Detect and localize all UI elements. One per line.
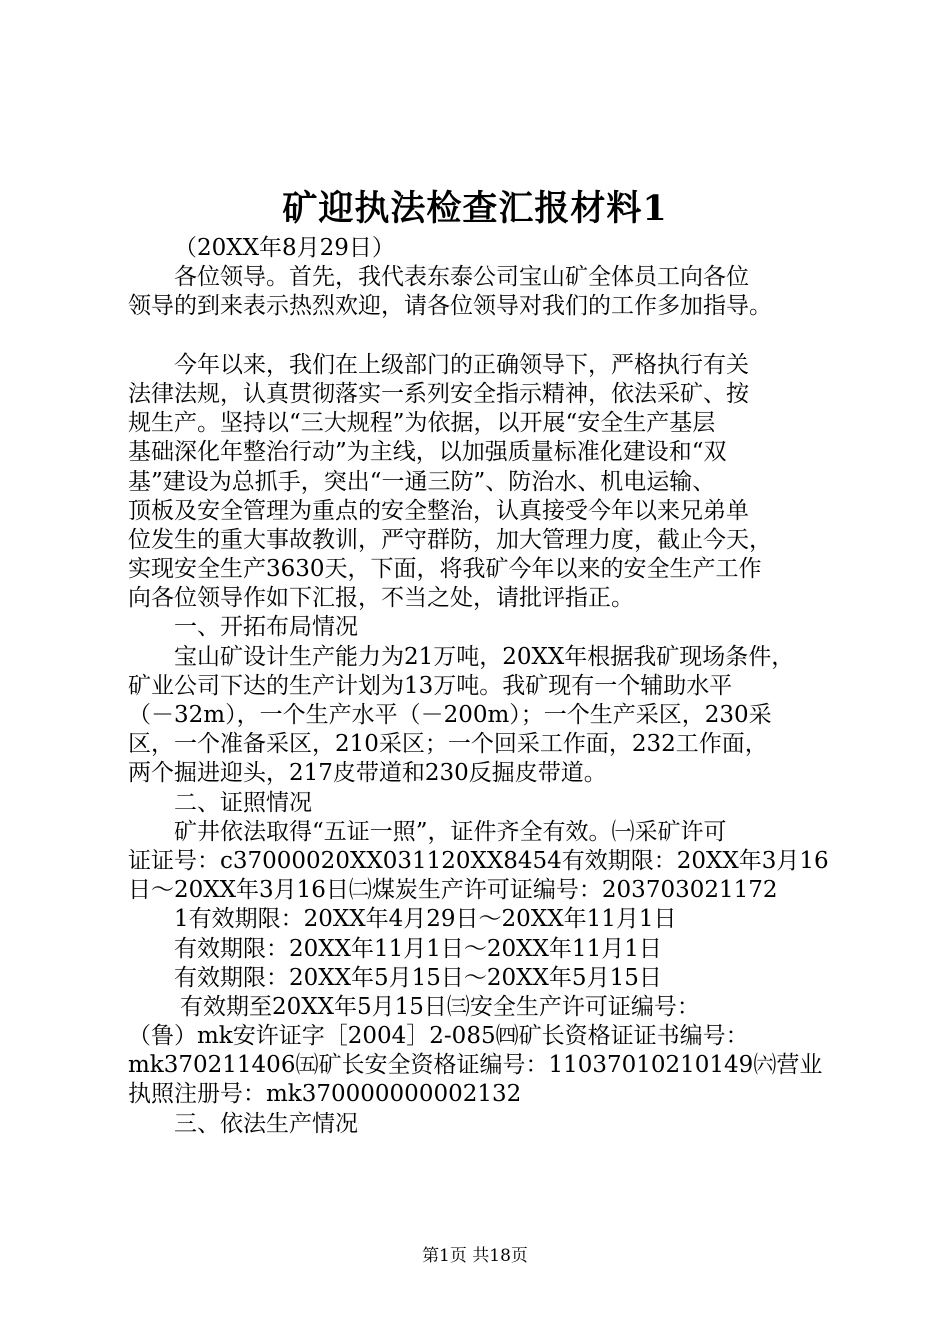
paragraph-line: 有效期至20XX年5月15日㈢安全生产许可证编号： [180, 993, 700, 1020]
paragraph-line: 顶板及安全管理为重点的安全整治，认真接受今年以来兄弟单 [128, 497, 749, 524]
date-line: （20XX年8月29日） [174, 235, 395, 261]
section-heading: 一、开拓布局情况 [174, 614, 358, 641]
paragraph-line: 位发生的重大事故教训，严守群防，加大管理力度，截止今天， [128, 526, 772, 553]
paragraph-line: 宝山矿设计生产能力为21万吨，20XX年根据我矿现场条件， [174, 643, 795, 670]
document-body [128, 234, 838, 1139]
paragraph-line: 规生产。坚持以“三大规程”为依据，以开展“安全生产基层 [128, 410, 716, 437]
page-footer: 第1页 共18页 [422, 1246, 528, 1266]
paragraph-line: 矿业公司下达的生产计划为13万吨。我矿现有一个辅助水平 [128, 672, 733, 699]
paragraph-line: 两个掘进迎头，217皮带道和230反掘皮带道。 [128, 760, 607, 787]
paragraph-line: 基”建设为总抓手，突出“一通三防”、防治水、机电运输、 [128, 468, 716, 495]
paragraph-line: 执照注册号：mk370000000002132 [128, 1081, 522, 1108]
paragraph-line: 法律法规，认真贯彻落实一系列安全指示精神，依法采矿、按 [128, 380, 749, 407]
paragraph-line: 日～20XX年3月16日㈡煤炭生产许可证编号：203703021172 [128, 877, 778, 904]
section-heading: 三、依法生产情况 [174, 1110, 358, 1137]
paragraph-line: （鲁）mk安许证字［2004］2-085㈣矿长资格证证书编号： [128, 1023, 749, 1050]
paragraph-line: 领导的到来表示热烈欢迎，请各位领导对我们的工作多加指导。 [128, 293, 772, 320]
paragraph-line: 有效期限：20XX年5月15日～20XX年5月15日 [174, 964, 662, 991]
paragraph-line: 实现安全生产3630天，下面，将我矿今年以来的安全生产工作 [128, 556, 762, 583]
paragraph-line: （－32m），一个生产水平（－200m）；一个生产采区，230采 [128, 702, 772, 728]
paragraph-line: 有效期限：20XX年11月1日～20XX年11月1日 [174, 935, 662, 962]
paragraph-line: 1有效期限：20XX年4月29日～20XX年11月1日 [174, 906, 677, 933]
blank-line [128, 322, 838, 351]
paragraph-line: 今年以来，我们在上级部门的正确领导下，严格执行有关 [174, 351, 749, 378]
document-title: 矿迎执法检查汇报材料1 [282, 188, 668, 229]
paragraph-line: 证证号：c37000020XX031120XX8454有效期限：20XX年3月16 [128, 847, 829, 874]
section-heading: 二、证照情况 [174, 789, 312, 816]
paragraph-line: 向各位领导作如下汇报，不当之处，请批评指正。 [128, 585, 634, 612]
paragraph-line: mk370211406㈤矿长安全资格证编号：11037010210149㈥营业 [128, 1052, 823, 1079]
paragraph-line: 基础深化年整治行动”为主线，以加强质量标准化建设和“双 [128, 439, 727, 466]
paragraph-line: 矿井依法取得“五证一照”，证件齐全有效。㈠采矿许可 [174, 818, 727, 845]
paragraph-line: 各位领导。首先，我代表东泰公司宝山矿全体员工向各位 [174, 264, 749, 291]
paragraph-line: 区，一个准备采区，210采区；一个回采工作面，232工作面， [128, 731, 768, 758]
